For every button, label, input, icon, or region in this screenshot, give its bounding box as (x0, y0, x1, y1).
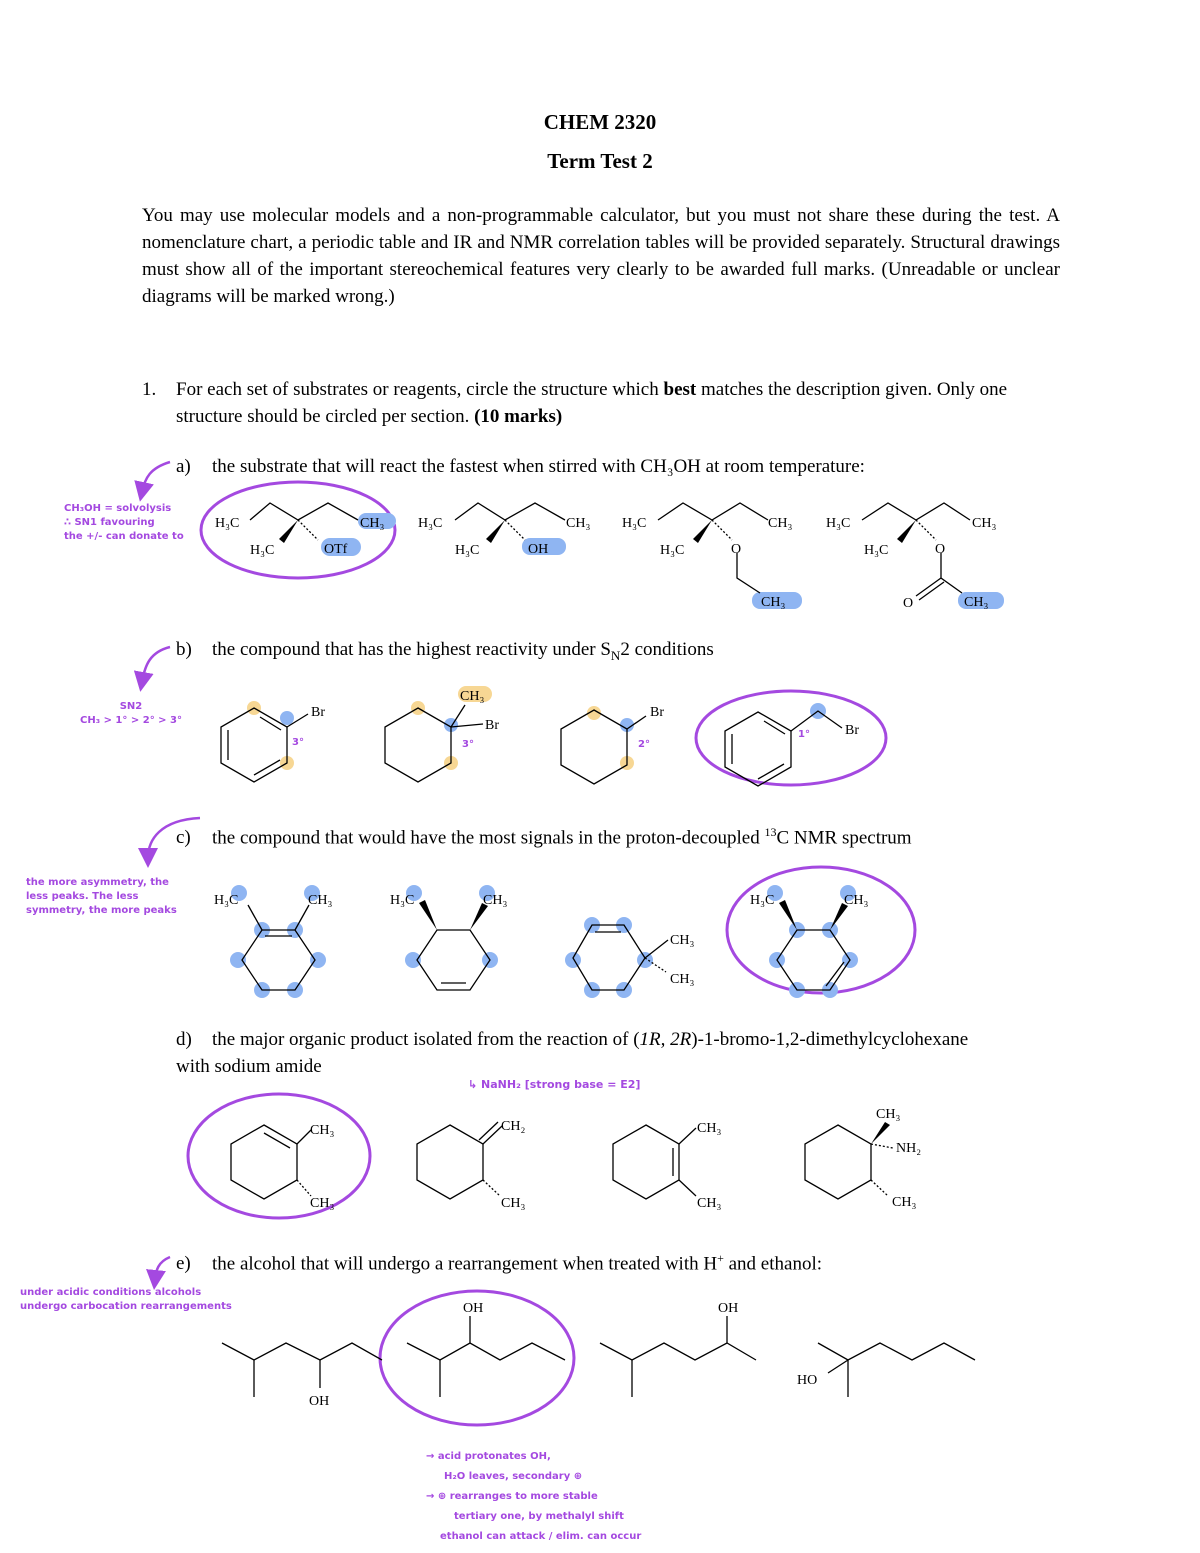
svg-text:NH₂: NH₂ (896, 1141, 922, 1156)
svg-text:3°: 3° (292, 737, 304, 748)
question-number: 1. (142, 379, 157, 400)
part-b: b) the compound that has the highest reactivity under $S_N2$ conditions (176, 639, 714, 663)
svg-text:H₃C: H₃C (826, 516, 851, 531)
note-e: under acidic conditions alcohols undergo carbocation rearrangements (20, 1287, 232, 1312)
part-c: c) the compound that would have the most signals in the proton-decoupled $^{13}$C NMR spectrum (176, 825, 912, 849)
svg-text:CH₃: CH₃ (972, 516, 997, 531)
molecule-a2[interactable] (418, 503, 590, 558)
svg-text:H₃C: H₃C (750, 893, 775, 908)
molecule-d3[interactable] (613, 1121, 721, 1211)
part-b-structures (221, 686, 886, 786)
svg-text:H₃C: H₃C (660, 543, 685, 558)
svg-text:OH: OH (309, 1394, 330, 1409)
note-arrows (142, 462, 200, 1280)
molecule-c2[interactable] (390, 885, 507, 990)
svg-text:O: O (903, 596, 914, 611)
svg-text:H₃C: H₃C (215, 516, 240, 531)
svg-text:Br: Br (311, 705, 325, 720)
test-title: Term Test 2 (547, 149, 653, 173)
molecule-e4[interactable] (797, 1343, 975, 1397)
svg-text:3°: 3° (462, 739, 474, 750)
svg-text:H₃C: H₃C (622, 516, 647, 531)
arrow-b (142, 647, 170, 682)
molecule-b4[interactable] (725, 703, 859, 786)
molecule-c3[interactable] (565, 917, 694, 998)
svg-text:OH: OH (528, 542, 549, 557)
svg-text:H₃C: H₃C (390, 893, 415, 908)
svg-text:H₃C: H₃C (418, 516, 443, 531)
svg-text:H₃C: H₃C (455, 543, 480, 558)
part-d-structures (188, 1094, 921, 1218)
svg-text:CH₃: CH₃ (697, 1121, 722, 1136)
svg-text:O: O (731, 542, 742, 557)
molecule-e3[interactable] (600, 1301, 756, 1397)
instructions: You may use molecular models and a non-programmable calculator, but you must not share these during the test. A nomenclature chart, a periodic table and IR and NMR correlation tables will be provided separately. Structural drawings must show all of the important stereochemical features very clearly to be awarded full marks. (Unreadable or unclear diagrams will be marked wrong.) (142, 205, 1060, 307)
svg-text:CH₂: CH₂ (501, 1119, 526, 1134)
molecule-a4[interactable] (826, 503, 1004, 611)
svg-text:CH₃: CH₃ (876, 1107, 901, 1122)
svg-text:1°: 1° (798, 729, 810, 740)
svg-text:OTf: OTf (324, 542, 348, 557)
svg-text:HO: HO (797, 1373, 818, 1388)
arrow-a (142, 462, 170, 492)
molecule-b3[interactable] (561, 705, 664, 784)
svg-text:CH₃: CH₃ (360, 516, 385, 531)
svg-text:CH₃: CH₃ (844, 893, 869, 908)
course-title: CHEM 2320 (543, 110, 657, 134)
svg-text:OH: OH (463, 1301, 484, 1316)
svg-text:CH₃: CH₃ (501, 1196, 526, 1211)
part-e: e) the alcohol that will undergo a rearrangement when treated with H+ and ethanol: (176, 1251, 822, 1275)
svg-text:O: O (935, 542, 946, 557)
svg-text:2°: 2° (638, 739, 650, 750)
svg-text:CH₃: CH₃ (310, 1123, 335, 1138)
svg-text:CH₃: CH₃ (761, 595, 786, 610)
svg-text:CH₃: CH₃ (964, 595, 989, 610)
note-a: CH₃OH = solvolysis ∴ SN1 favouring the +/- can donate to (64, 503, 184, 542)
svg-text:CH₃: CH₃ (697, 1196, 722, 1211)
note-b: SN2 CH₃ > 1° > 2° > 3° (80, 701, 182, 726)
molecule-e2[interactable] (407, 1301, 565, 1397)
svg-text:CH₃: CH₃ (670, 933, 695, 948)
molecule-d4[interactable] (805, 1107, 921, 1210)
svg-text:CH₃: CH₃ (670, 972, 695, 987)
arrow-c (148, 818, 200, 858)
svg-text:H₃C: H₃C (864, 543, 889, 558)
molecule-d2[interactable] (417, 1119, 525, 1211)
part-e-structures (222, 1291, 975, 1425)
arrow-e (155, 1257, 170, 1280)
answer-circle-d (188, 1094, 370, 1218)
molecule-a3[interactable] (622, 503, 802, 610)
question-text: For each set of substrates or reagents, circle the structure which best matches the description given. Only one structure should be circled per section. (10 marks) (176, 379, 1008, 427)
svg-text:CH₃: CH₃ (483, 893, 508, 908)
svg-text:Br: Br (845, 723, 859, 738)
svg-text:H₃C: H₃C (250, 543, 275, 558)
svg-text:CH₃: CH₃ (892, 1195, 917, 1210)
svg-text:OH: OH (718, 1301, 739, 1316)
molecule-e1[interactable] (222, 1343, 382, 1409)
svg-text:CH₃: CH₃ (768, 516, 793, 531)
svg-text:CH₃: CH₃ (308, 893, 333, 908)
svg-text:CH₃: CH₃ (460, 689, 485, 704)
part-a: a) the substrate that will react the fastest when stirred with CH₃OH at room temperature: (176, 456, 865, 477)
molecule-d1[interactable] (231, 1123, 334, 1211)
molecule-c1[interactable] (214, 885, 332, 998)
svg-text:Br: Br (650, 705, 664, 720)
molecule-a1[interactable] (215, 503, 396, 558)
molecule-b1[interactable] (221, 701, 325, 782)
svg-text:CH₃: CH₃ (566, 516, 591, 531)
part-a-structures (201, 482, 1004, 611)
note-d: ↳ NaNH₂ [strong base = E2] (468, 1078, 641, 1091)
part-c-structures (214, 867, 915, 998)
svg-text:CH₃: CH₃ (310, 1196, 335, 1211)
note-c: the more asymmetry, the less peaks. The less symmetry, the more peaks (26, 877, 177, 916)
part-d: d) the major organic product isolated from the reaction of (1R, 2R)-1-bromo-1,2-dimethylcyclohexane with sodium amide (176, 1029, 969, 1077)
note-e-mechanism: → acid protonates OH, H₂O leaves, secondary ⊕ → ⊕ rearranges to more stable tertiary one, by methalyl shift ethanol can attack / elim. can occur (426, 1451, 642, 1542)
svg-text:Br: Br (485, 718, 499, 733)
svg-text:H₃C: H₃C (214, 893, 239, 908)
molecule-b2[interactable] (385, 686, 499, 782)
